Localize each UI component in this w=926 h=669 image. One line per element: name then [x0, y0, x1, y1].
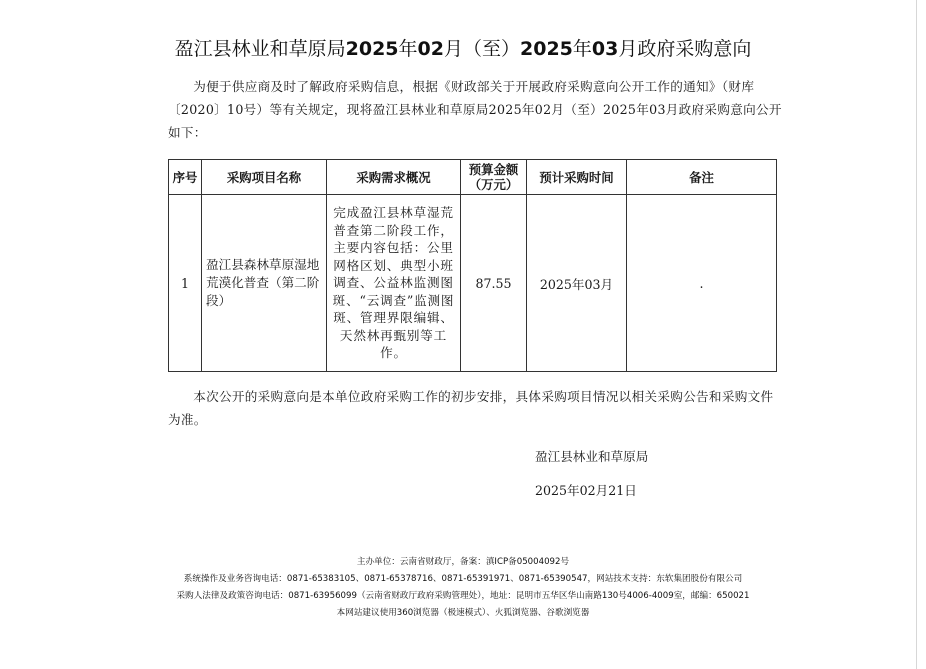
title-org: 盈江县林业和草原局	[174, 38, 346, 60]
footer-browser-line: 本网站建议使用360浏览器（极速模式）、火狐浏览器、谷歌浏览器	[336, 608, 590, 618]
cell-remark: .	[627, 195, 777, 372]
header-demand-overview: 采购需求概况	[327, 160, 461, 195]
site-footer	[0, 554, 926, 622]
table-row	[169, 195, 777, 372]
title-year-label: 年	[398, 38, 418, 60]
title-year-end: 2025	[520, 38, 573, 60]
page-title	[0, 34, 926, 61]
table-header-row	[169, 160, 777, 195]
cell-budget: 87.55	[461, 195, 527, 372]
cell-project-name: 盈江县森林草原湿地荒漠化普查（第二阶段）	[202, 195, 327, 372]
title-range-label: 月（至）	[443, 38, 520, 60]
title-month-end: 03	[591, 38, 619, 60]
title-month-start: 02	[417, 38, 444, 60]
footer-host-line: 主办单位：云南省财政厅，备案：滇ICP备05004092号	[356, 557, 570, 567]
footer-legal-line: 采购人法律及政策咨询电话：0871-63956099（云南省财政厅政府采购管理处），地址：昆明市五华区华山南路130号4006-4009室，邮编：650021	[176, 591, 750, 601]
cell-seq: 1	[169, 195, 202, 372]
cell-planned-time: 2025年03月	[527, 195, 627, 372]
signature-date: 2025年02月21日	[535, 483, 637, 498]
header-seq: 序号	[169, 160, 202, 195]
header-budget-line2: （万元）	[468, 177, 519, 192]
header-budget-line1: 预算金额	[468, 162, 519, 177]
procurement-table	[168, 159, 777, 372]
signature-organization: 盈江县林业和草原局	[535, 449, 649, 464]
cell-demand-overview: 完成盈江县林草湿荒普查第二阶段工作，主要内容包括：公里网格区划、典型小班调查、公益林监测图斑、“云调查”监测图斑、管理界限编辑、天然林再甄别等工作。	[327, 195, 461, 372]
title-year-start: 2025	[345, 38, 399, 60]
intro-paragraph: 为便于供应商及时了解政府采购信息，根据《财政部关于开展政府采购意向公开工作的通知》（财库〔2020〕10号）等有关规定，现将盈江县林业和草原局2025年02月（至）2025年03月政府采购意向公开如下：	[168, 79, 782, 140]
footer-support-line: 系统操作及业务咨询电话：0871-65383105、0871-65378716、0871-65391971、0871-65390547，网站技术支持：东软集团股份有限公司	[183, 574, 743, 584]
header-budget	[461, 160, 527, 195]
closing-paragraph: 本次公开的采购意向是本单位政府采购工作的初步安排，具体采购项目情况以相关采购公告和采购文件为准。	[168, 389, 774, 427]
title-suffix: 月政府采购意向	[618, 38, 752, 60]
header-project-name: 采购项目名称	[202, 160, 327, 195]
header-planned-time: 预计采购时间	[527, 160, 627, 195]
header-remark: 备注	[627, 160, 777, 195]
title-year-label-2: 年	[572, 38, 592, 60]
